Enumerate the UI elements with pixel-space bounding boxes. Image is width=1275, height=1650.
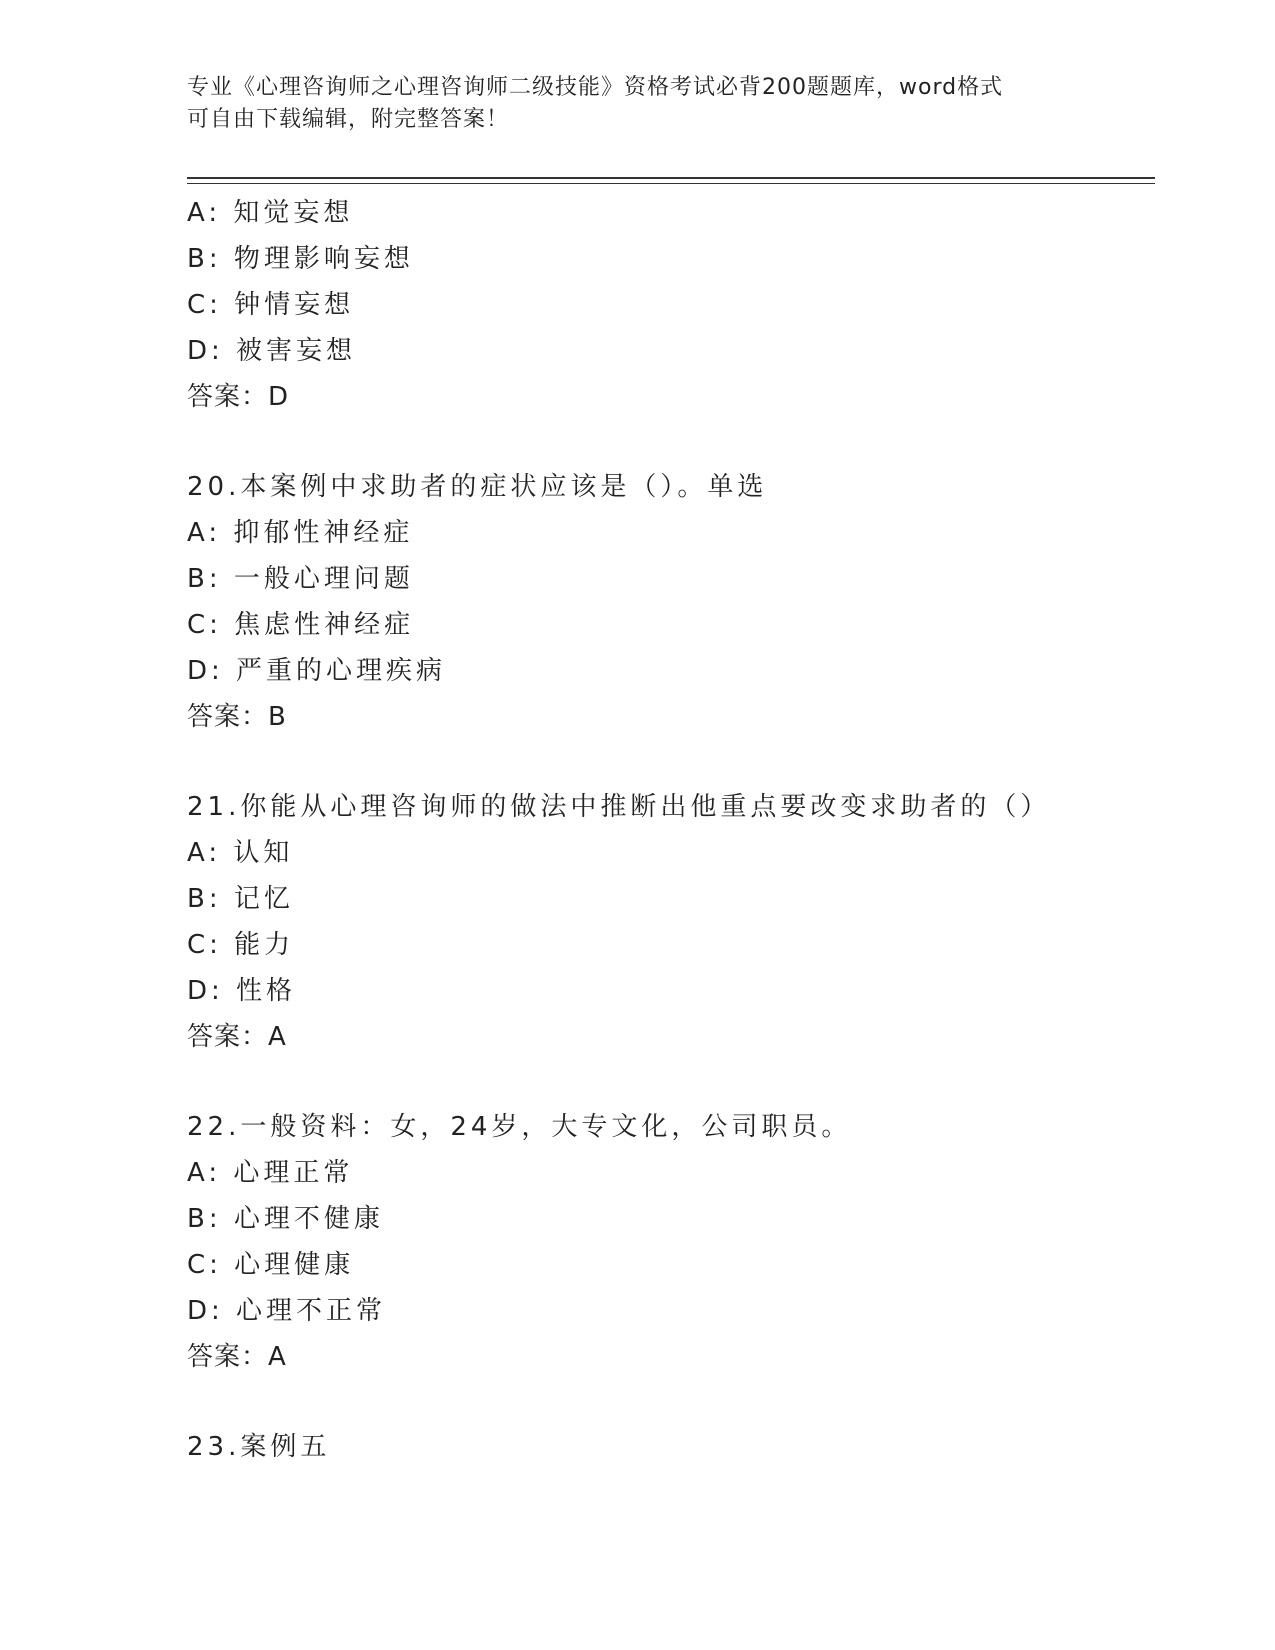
option-d: D: 严重的心理疾病 — [187, 656, 447, 686]
question-text: 21.你能从心理咨询师的做法中推断出他重点要改变求助者的（） — [187, 792, 1051, 822]
header-divider-thick — [187, 177, 1155, 179]
answer-line: 答案：D — [187, 382, 290, 412]
header-line-1: 专业《心理咨询师之心理咨询师二级技能》资格考试必背200题题库，word格式 — [187, 75, 1004, 100]
question-list — [187, 190, 1147, 1470]
question-text: 22.一般资料：女，24岁，大专文化，公司职员。 — [187, 1112, 852, 1142]
option-d: D: 被害妄想 — [187, 336, 357, 366]
option-b: B: 心理不健康 — [187, 1204, 384, 1234]
question-block-21 — [187, 784, 1147, 1060]
option-b: B: 物理影响妄想 — [187, 244, 414, 274]
header-divider-thin — [187, 183, 1155, 184]
question-block-20 — [187, 464, 1147, 740]
option-a: A: 心理正常 — [187, 1158, 354, 1188]
answer-line: 答案：A — [187, 1342, 287, 1372]
question-text: 23.案例五 — [187, 1432, 331, 1462]
question-block-22 — [187, 1104, 1147, 1380]
header-line-2: 可自由下载编辑，附完整答案！ — [187, 107, 510, 132]
option-a: A: 知觉妄想 — [187, 198, 354, 228]
option-c: C: 能力 — [187, 930, 295, 960]
question-block-23 — [187, 1424, 1147, 1470]
option-d: D: 心理不正常 — [187, 1296, 387, 1326]
option-d: D: 性格 — [187, 976, 297, 1006]
document-header — [187, 72, 1087, 136]
option-b: B: 一般心理问题 — [187, 564, 414, 594]
option-c: C: 焦虑性神经症 — [187, 610, 415, 640]
question-text: 20.本案例中求助者的症状应该是（）。单选 — [187, 472, 768, 502]
option-c: C: 心理健康 — [187, 1250, 355, 1280]
answer-line: 答案：B — [187, 702, 287, 732]
option-b: B: 记忆 — [187, 884, 294, 914]
answer-line: 答案：A — [187, 1022, 287, 1052]
option-c: C: 钟情妄想 — [187, 290, 355, 320]
option-a: A: 抑郁性神经症 — [187, 518, 414, 548]
question-block-19 — [187, 190, 1147, 420]
option-a: A: 认知 — [187, 838, 294, 868]
